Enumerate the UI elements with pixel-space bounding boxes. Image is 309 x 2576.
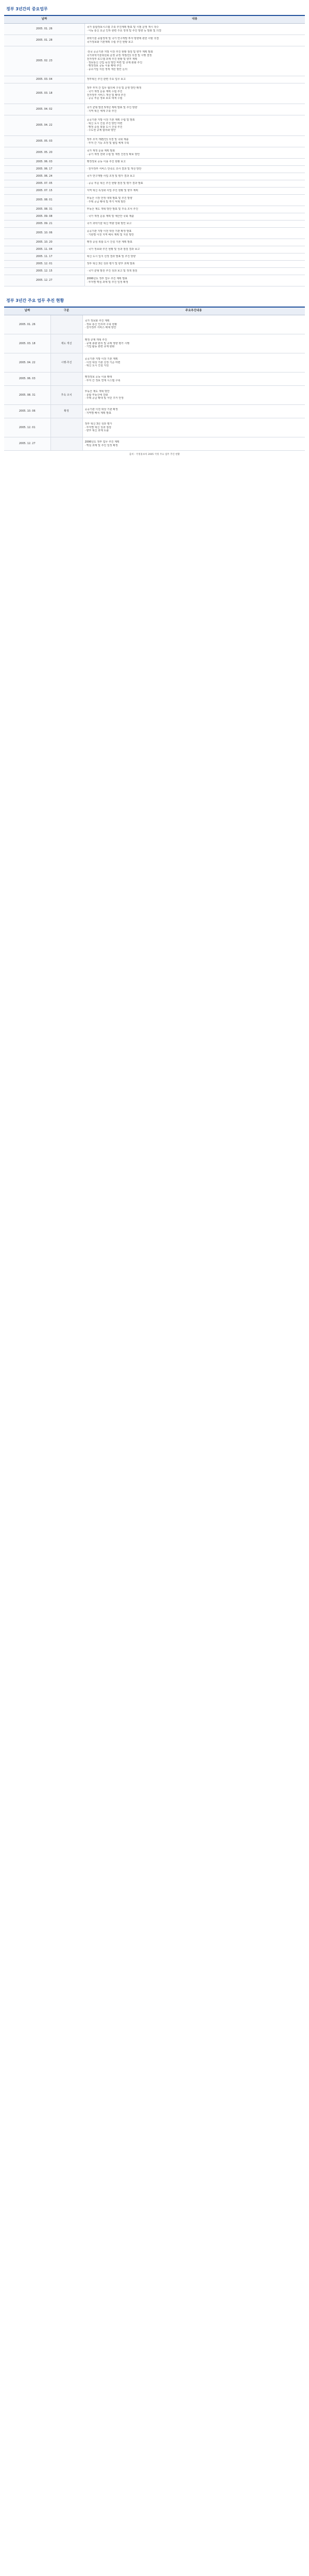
row-line: 부동산 제도 개혁 방안 발표 및 후속 조치 추진 (87, 208, 139, 211)
row-date: 2005. 01. 26 (4, 24, 84, 35)
row-date: 2005. 08. 31 (4, 386, 50, 405)
row-content (82, 386, 305, 405)
section1-header-row (4, 15, 305, 24)
table-row (4, 76, 305, 83)
row-date: 2005. 04. 22 (4, 353, 50, 372)
row-date: 2005. 08. 31 (4, 206, 84, 213)
row-date: 2005. 04. 22 (4, 115, 84, 136)
row-content (84, 246, 305, 253)
row-line: 부동산 제도 개혁 방안 (84, 389, 110, 393)
table-row (4, 46, 305, 76)
row-date: 2005. 01. 26 (4, 315, 50, 334)
table-row (4, 166, 305, 173)
table-row (4, 195, 305, 206)
row-line: · 이동 통신 요금 인하 관련 주요 정책 및 추진 방향 등 발표 및 의결 (87, 29, 162, 32)
row-content (84, 180, 305, 188)
row-line: · 중기 재정 전략 수립 및 재정 건전성 확보 방안 (87, 152, 140, 156)
row-content (84, 115, 305, 136)
row-content (84, 261, 305, 268)
row-line: 국가과학기술위원회 운영 규정 개정(안) 의결 및 시행 결정 (87, 54, 152, 57)
row-line: 혁신 도시 입지 선정 결과 발표 및 추진 방향 (87, 255, 136, 259)
row-date: 2005. 07. 15 (4, 188, 84, 195)
row-group: 후속 조치 (50, 386, 82, 405)
row-group: 시행·추진 (50, 353, 82, 372)
row-date: 2005. 06. 03 (4, 372, 50, 386)
section2-title: 정부 3년간 주요 업무 추진 현황 (6, 298, 64, 303)
row-line: · 종합 부동산세 강화 (84, 393, 108, 397)
row-date: 2005. 11. 17 (4, 253, 84, 261)
row-line: 전자정부 로드맵 과제 추진 현황 및 향후 계획 (87, 57, 138, 61)
page (0, 0, 309, 466)
table-row (4, 418, 305, 437)
table-row (4, 206, 305, 213)
row-line: · 혁신 도시 건설 지원 (84, 364, 109, 368)
table-row (4, 115, 305, 136)
row-line: 과학기술 종합정책 및 국가 연구개발 투자 방향에 관한 사항 의결 (87, 37, 159, 40)
row-line: · 이전 대상 기관 선정 기준 마련 (84, 361, 121, 364)
row-content (82, 315, 305, 334)
row-line: 정부혁신 추진 관련 주요 업무 보고 (87, 78, 126, 81)
row-content (84, 239, 305, 246)
table-row (4, 24, 305, 35)
row-date: 2005. 03. 18 (4, 83, 84, 104)
row-content (84, 35, 305, 46)
header-content: 주요추진내용 (82, 307, 305, 315)
row-date: 2005. 04. 02 (4, 104, 84, 115)
row-line: · 정보통신 산업 육성 방안 마련 및 규제 완화 추진 (87, 61, 143, 64)
table-row (4, 147, 305, 159)
section2-table (4, 307, 305, 451)
table-row (4, 159, 305, 166)
row-line: · 정보 통신 인프라 구축 현황 (84, 323, 117, 326)
row-date: 2005. 10. 20 (4, 239, 84, 246)
row-line: · 전자정부 서비스 만족도 조사 결과 및 개선 방안 (87, 167, 142, 171)
row-date: 2005. 03. 04 (4, 76, 84, 83)
row-date: 2005. 12. 01 (4, 418, 50, 437)
header-content: 내용 (84, 15, 305, 24)
row-date: 2005. 12. 01 (4, 261, 84, 268)
row-line: 정부 조직 개편(안) 의결 및 국회 제출 (87, 138, 129, 141)
row-line: · 지역 혁신 체계 구축 추진 (87, 109, 117, 113)
row-date: 2005. 05. 20 (4, 147, 84, 159)
header-group: 구분 (50, 307, 82, 315)
row-line: 부동산 시장 안정 대책 발표 및 추진 방향 (87, 196, 132, 200)
row-date: 2005. 10. 06 (4, 228, 84, 239)
row-date: 2005. 09. 08 (4, 213, 84, 221)
table-row (4, 334, 305, 353)
row-line: · 국가 정보화 추진 현황 및 성과 점검 결과 보고 (87, 248, 140, 251)
row-line: 2006년도 정부 업무 추진 계획 (84, 440, 119, 444)
row-date: 2005. 05. 03 (4, 136, 84, 147)
row-group (50, 372, 82, 386)
row-line: 정부 혁신 3년 성과 평가 및 향후 과제 발표 (87, 262, 135, 266)
table-row (4, 253, 305, 261)
section1-title: 정부 3년간의 중요업무 (6, 7, 48, 11)
row-content (84, 206, 305, 213)
row-line: 국가 균형 발전 5개년 계획 발표 및 추진 방향 (87, 106, 138, 109)
row-content (84, 195, 305, 206)
table-row (4, 275, 305, 286)
row-line: 국가 재정 운용 계획 발표 (87, 149, 115, 152)
row-content (84, 213, 305, 221)
row-line: · 국가 재정 운용 계획 수립 추진 (87, 90, 123, 93)
section1-body (4, 24, 305, 286)
row-line: · 공공 부문 혁신 추진 현황 점검 및 평가 결과 발표 (87, 182, 143, 185)
row-line: · 수도권 규제 합리화 방안 (87, 129, 116, 132)
row-date: 2005. 02. 23 (4, 46, 84, 76)
row-content (82, 437, 305, 451)
row-date: 2005. 03. 18 (4, 334, 50, 353)
row-content (84, 83, 305, 104)
row-line: · 행정 중심 복합 도시 건설 추진 (87, 125, 123, 129)
table-row (4, 386, 305, 405)
row-content (84, 173, 305, 180)
row-content (84, 147, 305, 159)
table-row (4, 136, 305, 147)
row-line: · 국가 균형 발전 추진 성과 보고 및 정책 점검 (87, 269, 138, 273)
row-line: · 핵심 과제 및 추진 일정 확정 (84, 444, 118, 447)
row-line: 정부 부처 간 업무 협의체 구성 및 운영 방안 확정 (87, 87, 142, 90)
row-line: · 부처별 혁신 성과 점검 (84, 426, 111, 429)
table-row (4, 246, 305, 253)
row-content (82, 372, 305, 386)
row-content (84, 104, 305, 115)
row-content (84, 136, 305, 147)
row-content (84, 166, 305, 173)
row-line: 전자정부 서비스 개선 및 확대 추진 (87, 93, 126, 97)
row-date: 2005. 09. 21 (4, 221, 84, 228)
row-group: 확정 (50, 405, 82, 418)
table-row (4, 437, 305, 451)
row-date: 2005. 01. 28 (4, 35, 84, 46)
table-row (4, 35, 305, 46)
row-date: 2005. 07. 05 (4, 180, 84, 188)
row-content (84, 221, 305, 228)
row-line: 국가 정보화 추진 계획 (84, 319, 110, 323)
row-date: 2005. 12. 27 (4, 437, 50, 451)
row-group (50, 437, 82, 451)
row-line: · 지역별 배치 계획 발표 (84, 411, 111, 415)
table-row (4, 315, 305, 334)
row-content (84, 268, 305, 275)
table-row (4, 405, 305, 418)
table-row (4, 221, 305, 228)
row-line: 공공기관 지방 이전 대상 기관 확정 발표 (87, 229, 132, 233)
row-group (50, 418, 82, 437)
row-line: · 기업 활동 관련 규제 완화 (84, 345, 115, 349)
row-line: 공공기관 이전 대상 기관 확정 (84, 408, 118, 411)
row-line: 공공기관 지방 이전 기본 계획 (84, 357, 118, 361)
row-content (84, 253, 305, 261)
row-content (84, 188, 305, 195)
table-row (4, 228, 305, 239)
row-group (50, 315, 82, 334)
row-content (82, 334, 305, 353)
row-line: 행정정보 공동 이용 추진 현황 보고 (87, 160, 126, 164)
table-row (4, 268, 305, 275)
row-date: 2005. 06. 17 (4, 166, 84, 173)
row-line: 행정 중심 복합 도시 건설 기본 계획 발표 (87, 241, 132, 244)
row-line: 국가 통합정보시스템 구축 추진계획 발표 및 시범 운영 개시 착수 (87, 25, 159, 29)
footnote: 출처 : 국정홍보처 2005 국정 주요 업무 추진 현황 (129, 453, 180, 456)
row-line: 국가정보화 기본계획 수립 추진 현황 보고 (87, 40, 133, 44)
row-date: 2005. 12. 15 (4, 268, 84, 275)
row-line: · 공공 부문 정보 보호 대책 수립 (87, 97, 123, 100)
row-line: · 기관별 이전 지역 배치 계획 및 지원 방안 (87, 233, 134, 236)
row-line: 국가 과학기술 혁신 역량 강화 방안 보고 (87, 222, 132, 226)
row-date: 2005. 08. 01 (4, 195, 84, 206)
section2-body (4, 315, 305, 451)
row-line: · 규제 총량 관리 및 규제 영향 평가 시행 (84, 342, 130, 345)
row-content (82, 418, 305, 437)
row-line: 2006년도 정부 업무 추진 계획 발표 (87, 277, 128, 280)
table-row (4, 353, 305, 372)
table-row (4, 239, 305, 246)
row-line: · 전자정부 서비스 확대 방안 (84, 326, 116, 330)
row-line: · 중소기업 지원 정책 개선 방안 논의 (87, 68, 128, 71)
row-content (84, 46, 305, 76)
row-date: 2005. 10. 06 (4, 405, 50, 418)
row-line: · 부처별 핵심 과제 및 추진 일정 확정 (87, 280, 128, 284)
row-content (84, 228, 305, 239)
table-row (4, 213, 305, 221)
table-row (4, 104, 305, 115)
row-line: · 국가 재정 운용 계획 및 예산안 국회 제출 (87, 215, 134, 218)
header-date: 날짜 (4, 307, 50, 315)
row-line: 정부 혁신 3년 성과 평가 (84, 422, 112, 426)
table-row (4, 372, 305, 386)
row-line: 행정정보 공동 이용 확대 (84, 375, 112, 379)
row-line: ·전국 공공기관 지방 이전 추진 현황 점검 및 향후 계획 발표 (87, 50, 153, 54)
row-date: 2005. 06. 03 (4, 159, 84, 166)
row-line: · 주택 공급 확대 및 서민 주거 안정 (84, 397, 124, 400)
row-line: · 부처 간 정보 연계 시스템 구축 (84, 379, 121, 382)
row-line: 행정 규제 개혁 추진 (84, 338, 107, 342)
row-content (82, 405, 305, 418)
table-row (4, 83, 305, 104)
row-content (84, 275, 305, 286)
row-line: · 향후 혁신 과제 도출 (84, 429, 109, 433)
row-line: 공공기관 지방 이전 기본 계획 수립 및 발표 (87, 118, 135, 122)
row-content (84, 159, 305, 166)
row-date: 2005. 11. 04 (4, 246, 84, 253)
row-line: 국가 연구개발 사업 조정 및 평가 결과 보고 (87, 175, 135, 178)
row-line: · 행정정보 공동 이용 확대 추진 (87, 64, 122, 68)
table-row (4, 188, 305, 195)
section2-header-row (4, 307, 305, 315)
row-content (84, 76, 305, 83)
header-date: 날짜 (4, 15, 84, 24)
row-date: 2005. 12. 27 (4, 275, 84, 286)
table-row (4, 180, 305, 188)
table-row (4, 261, 305, 268)
row-date: 2005. 06. 24 (4, 173, 84, 180)
row-content (84, 24, 305, 35)
row-line: · 주택 공급 확대 및 투기 억제 방안 (87, 200, 126, 204)
table-row (4, 173, 305, 180)
row-line: · 부처 간 기능 조정 및 협업 체계 구축 (87, 141, 129, 145)
row-group: 제도 개선 (50, 334, 82, 353)
row-line: · 혁신 도시 건설 추진 방안 마련 (87, 122, 123, 125)
section1-table (4, 15, 305, 286)
row-content (82, 353, 305, 372)
row-line: 지역 혁신 특성화 사업 추진 현황 및 향후 계획 (87, 189, 139, 193)
